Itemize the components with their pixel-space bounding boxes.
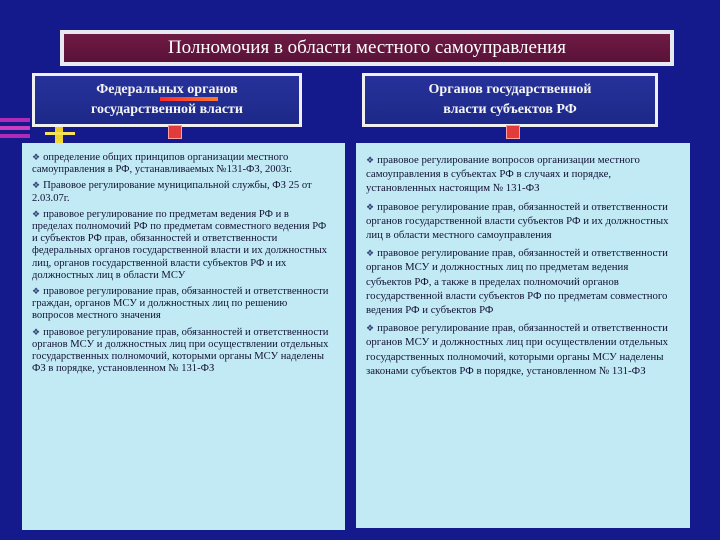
column-header-federal-line2: государственной власти xyxy=(91,102,243,117)
column-header-federal-line1: Федеральных органов xyxy=(96,82,238,97)
list-item xyxy=(32,285,331,323)
list-item-text: правовое регулирование вопросов организации местного самоуправления в субъектах РФ в случаях и порядке, установленных настоящим № 131-ФЗ xyxy=(366,154,640,195)
bullet-icon: ❖ xyxy=(366,201,375,212)
list-item xyxy=(366,246,676,317)
bullet-icon: ❖ xyxy=(32,180,41,191)
list-item-text: правовое регулирование прав, обязанностей и ответственности органов МСУ и должностных лиц при осуществлении отдельных государственных полномочий, которыми органы МСУ наделены ФЗ в порядке, установленном № 131-ФЗ xyxy=(32,326,329,375)
list-item xyxy=(32,208,331,282)
column-header-regional xyxy=(362,73,658,127)
bullet-icon: ❖ xyxy=(366,155,375,165)
list-item-text: определение общих принципов организации местного самоуправления в РФ, устанавливаемых №131-ФЗ, 2003г. xyxy=(32,152,293,176)
connector-marker-right xyxy=(506,125,520,139)
column-header-regional-line1: Органов государственной xyxy=(428,82,592,97)
bullet-icon: ❖ xyxy=(366,248,375,259)
list-item-text: правовое регулирование прав, обязанностей и ответственности органов государственной власти субъектов РФ и их должностных лиц в области местного самоуправления xyxy=(366,200,669,242)
slide-title-text: Полномочия в области местного самоуправления xyxy=(167,37,567,58)
connector-marker-left xyxy=(168,125,182,139)
list-item xyxy=(32,151,331,176)
list-item xyxy=(366,200,676,243)
list-item xyxy=(32,326,331,376)
bullet-icon: ❖ xyxy=(32,326,41,337)
slide-title xyxy=(60,30,674,66)
list-item-text: правовое регулирование по предметам ведения РФ и в пределах полномочий РФ по предметам совместного ведения РФ и субъектов РФ прав, обязанностей и ответственности федеральных органов государственной власти и их должностных лиц, органов государственной власти субъектов РФ и их должностных лиц в области МСУ xyxy=(32,208,328,281)
list-item-text: Правовое регулирование муниципальной службы, ФЗ 25 от 2.03.07г. xyxy=(32,180,312,204)
decor-stripe xyxy=(0,126,30,130)
decor-horizontal-bar xyxy=(45,132,75,135)
list-item xyxy=(32,179,331,204)
column-header-regional-line2: власти субъектов РФ xyxy=(443,102,577,117)
decor-stripe xyxy=(0,118,30,122)
panel-federal-powers xyxy=(22,143,345,530)
bullet-icon: ❖ xyxy=(32,152,41,162)
list-item-text: правовое регулирование прав, обязанностей и ответственности органов МСУ и должностных лиц при осуществлении отдельных государственных полномочий, которыми органы МСУ наделены законами субъектов РФ в порядке, установленном № 131-ФЗ xyxy=(366,322,669,377)
list-item xyxy=(366,153,676,196)
bullet-icon: ❖ xyxy=(32,286,41,297)
header-underline-highlight xyxy=(160,97,218,101)
list-item xyxy=(366,321,676,378)
list-item-text: правовое регулирование прав, обязанностей и ответственности органов МСУ и должностных лиц по предметам ведения субъектов РФ, а также в пределах полномочий органов государственной власти субъектов РФ по предметам совместного ведения РФ и субъектов РФ xyxy=(366,247,668,317)
decor-stripe xyxy=(0,134,30,138)
bullet-icon: ❖ xyxy=(366,323,375,334)
list-item-text: правовое регулирование прав, обязанностей и ответственности граждан, органов МСУ и должностных лиц по решению вопросов местного значения xyxy=(32,286,329,322)
bullet-icon: ❖ xyxy=(32,208,41,219)
panel-regional-powers xyxy=(356,143,690,528)
